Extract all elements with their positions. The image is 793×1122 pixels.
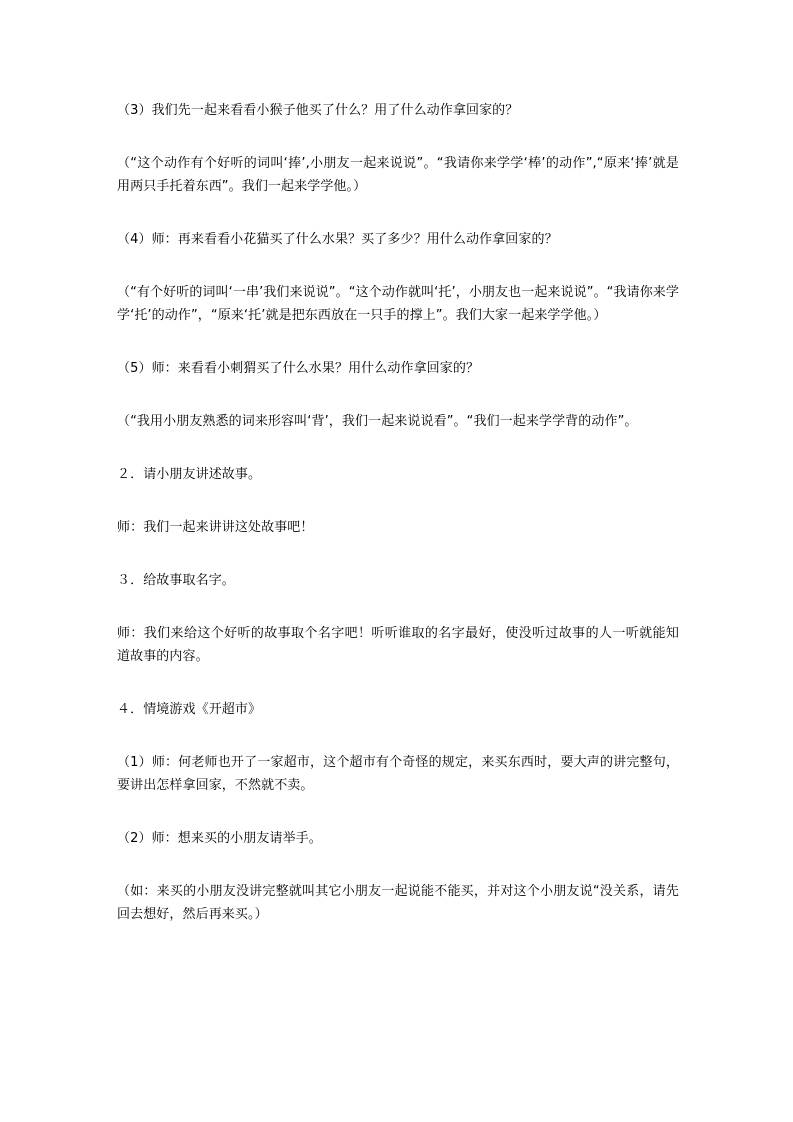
heading-situation-game: ４．情境游戏《开超市》	[117, 702, 262, 717]
paragraph-game-step-1: （1）师：何老师也开了一家超市，这个超市有个奇怪的规定，来买东西时，要大声的讲完整句，要讲出怎样拿回家，不然就不卖。	[117, 755, 679, 793]
heading-retell-story: ２．请小朋友讲述故事。	[117, 467, 262, 482]
paragraph-note-peng: （“这个动作有个好听的词叫‘捧’,小朋友一起来说说”。“我请你来学学‘棒’的动作”,“原来‘捧’就是用两只手托着东西”。我们一起来学学他。）	[117, 156, 679, 194]
paragraph-step-5: （5）师：来看看小刺猬买了什么水果？用什么动作拿回家的？	[117, 361, 480, 376]
paragraph-step-3: （3）我们先一起来看看小猴子他买了什么？用了什么动作拿回家的？	[117, 103, 519, 118]
paragraph-step-4: （4）师：再来看看小花猫买了什么水果？买了多少？用什么动作拿回家的？	[117, 232, 558, 247]
paragraph-teacher-name-story: 师：我们来给这个好听的故事取个名字吧！听听谁取的名字最好，使没听过故事的人一听就能知道故事的内容。	[117, 626, 679, 664]
heading-name-story: ３．给故事取名字。	[117, 573, 235, 588]
paragraph-note-tuo: （“有个好听的词叫‘一串’我们来说说”。“这个动作就叫‘托’，小朋友也一起来说说”。“我请你来学学‘托’的动作”，“原来‘托’就是把东西放在一只手的撑上”。我们大家一起来学学他。）	[117, 285, 680, 323]
paragraph-game-step-2: （2）师：想来买的小朋友请举手。	[117, 831, 322, 846]
paragraph-game-note: （如：来买的小朋友没讲完整就叫其它小朋友一起说能不能买，并对这个小朋友说“没关系，请先回去想好，然后再来买。）	[117, 884, 679, 922]
paragraph-note-bei: （“我用小朋友熟悉的词来形容叫‘背’，我们一起来说说看”。“我们一起来学学背的动作”。	[117, 414, 638, 429]
paragraph-teacher-retell: 师：我们一起来讲讲这处故事吧！	[117, 520, 314, 535]
document-body	[117, 99, 679, 956]
